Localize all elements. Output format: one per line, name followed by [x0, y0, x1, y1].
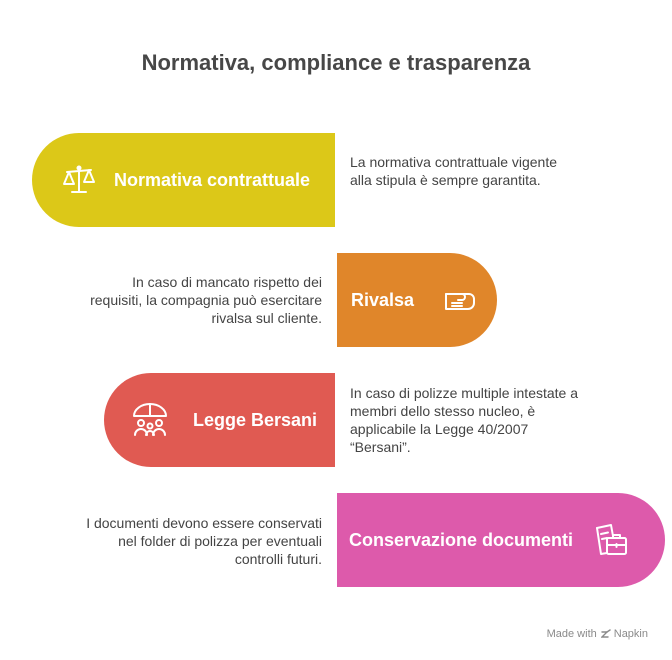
pointing-hand-icon — [442, 285, 482, 315]
pill-normativa-contrattuale — [32, 133, 335, 227]
scales-icon — [60, 161, 98, 199]
description-conservazione-documenti: I documenti devono essere conservati nel folder di polizza per eventuali controlli futuri. — [86, 515, 322, 567]
pill-label: Legge Bersani — [193, 409, 318, 430]
description-rivalsa: In caso di mancato rispetto dei requisiti, la compagnia può esercitare rivalsa sul cliente. — [90, 274, 322, 326]
family-umbrella-icon — [130, 400, 170, 440]
pill-label: Rivalsa — [351, 289, 415, 310]
pill-label: Conservazione documenti — [349, 529, 574, 550]
pill-rivalsa — [337, 253, 497, 347]
footer-credit — [547, 628, 648, 640]
page-title: Normativa, compliance e trasparenza — [141, 50, 531, 75]
pill-legge-bersani — [104, 373, 335, 467]
footer-made-with: Made with — [546, 628, 597, 640]
description-legge-bersani: In caso di polizze multiple intestate a membri dello stesso nucleo, è applicabile la Legge 40/2007 “Bersani”. — [350, 385, 579, 455]
pill-label: Normativa contrattuale — [114, 169, 311, 190]
description-normativa-contrattuale: La normativa contrattuale vigente alla stipula è sempre garantita. — [350, 154, 558, 188]
pill-conservazione-documenti — [337, 493, 665, 587]
footer-brand: Napkin — [613, 628, 648, 640]
napkin-brand — [601, 628, 648, 640]
napkin-logo-icon — [601, 629, 611, 639]
documents-briefcase-icon — [591, 520, 631, 560]
